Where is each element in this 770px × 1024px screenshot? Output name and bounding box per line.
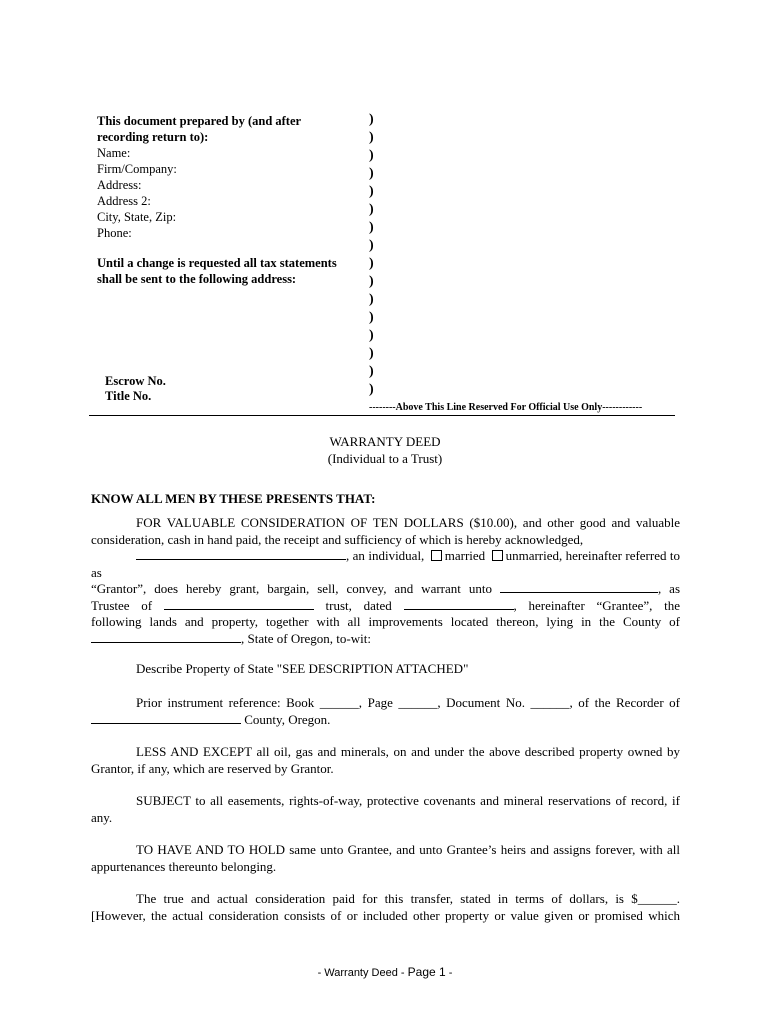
paren: ): [369, 238, 374, 253]
describe-property: Describe Property of State "SEE DESCRIPTION ATTACHED": [136, 661, 469, 676]
trust-name-blank[interactable]: [164, 598, 314, 610]
paren: ): [369, 148, 374, 163]
paren: ): [369, 364, 374, 379]
prepared-by-line-2: recording return to):: [97, 130, 209, 144]
grantee-text: , hereinafter “Grantee”, the: [513, 597, 681, 613]
trustee-of-text: Trustee of: [91, 597, 153, 613]
true-consideration-line: The true and actual consideration paid for this transfer, stated in terms of dollars, is $______.: [136, 891, 680, 906]
footer-dash: -: [448, 967, 453, 979]
paren: ): [369, 328, 374, 343]
official-use-line: --------Above This Line Reserved For Official Use Only------------: [369, 402, 643, 413]
paren: ): [369, 112, 374, 127]
document-subtitle: (Individual to a Trust): [327, 451, 443, 466]
paren: ): [369, 202, 374, 217]
consideration-paragraph: [91, 515, 680, 647]
married-checkbox[interactable]: [431, 550, 442, 561]
tax-statement-line-2: shall be sent to the following address:: [97, 272, 297, 286]
paren: ): [369, 184, 374, 199]
subject-to-paragraph: SUBJECT to all easements, rights-of-way, protective covenants and mineral reservations of record, if any.: [91, 793, 680, 825]
trustee-line: [91, 598, 680, 615]
grantor-line: [91, 548, 680, 581]
prior-county-blank[interactable]: [91, 712, 241, 724]
address-label: Address:: [97, 178, 142, 192]
footer-doc-name: - Warranty Deed -: [317, 967, 405, 979]
paren: ): [369, 220, 374, 235]
city-state-zip-label: City, State, Zip:: [97, 210, 177, 224]
following-lands-line: following lands and property, together with all improvements located thereon, lying in the County of: [91, 614, 680, 629]
title-no-label: Title No.: [105, 389, 152, 403]
state-of-oregon-text: , State of Oregon, to-wit:: [241, 630, 371, 646]
less-and-except-paragraph: LESS AND EXCEPT all oil, gas and minerals, on and under the above described property owned by Grantor, if any, which are reserved by Grantor.: [91, 744, 680, 776]
paren: ): [369, 346, 374, 361]
trust-date-blank[interactable]: [404, 598, 514, 610]
paren: ): [369, 166, 374, 181]
header-divider: [89, 415, 675, 416]
know-all-men-heading: KNOW ALL MEN BY THESE PRESENTS THAT:: [91, 491, 376, 506]
paren: ): [369, 292, 374, 307]
grantor-warrant-line: [91, 581, 680, 598]
paren: ): [369, 130, 374, 145]
individual-text: , an individual,: [346, 548, 425, 563]
as-text: , as: [657, 581, 681, 596]
address2-label: Address 2:: [97, 194, 151, 208]
prior-instrument-paragraph: [91, 695, 680, 728]
paren: ): [369, 382, 374, 397]
county-blank[interactable]: [91, 631, 241, 643]
prior-instrument-line: Prior instrument reference: Book ______, Page ______, Document No. ______, of the Recorder of: [136, 695, 680, 710]
paren: ): [369, 274, 374, 289]
paren: ): [369, 256, 374, 271]
trustee-name-blank[interactable]: [500, 581, 658, 593]
prior-county-line: [91, 712, 680, 729]
firm-label: Firm/Company:: [97, 162, 177, 176]
prepared-by-line-1: This document prepared by (and after: [97, 114, 302, 128]
grantor-text: “Grantor”, does hereby grant, bargain, sell, convey, and warrant unto: [91, 581, 492, 596]
grantor-name-blank[interactable]: [136, 548, 346, 560]
married-label: married: [444, 548, 486, 563]
paren: ): [369, 310, 374, 325]
page-footer: [0, 965, 770, 979]
to-have-and-hold-paragraph: TO HAVE AND TO HOLD same unto Grantee, and unto Grantee’s heirs and assigns forever, with all appurtenances thereunto belonging.: [91, 842, 680, 874]
county-line: [91, 631, 680, 648]
trust-dated-text: trust, dated: [325, 597, 392, 613]
county-oregon-text: County, Oregon.: [244, 711, 331, 727]
tax-statement-line-1: Until a change is requested all tax statements: [97, 256, 337, 270]
consideration-intro: FOR VALUABLE CONSIDERATION OF TEN DOLLARS ($10.00), and other good and valuable consideration, cash in hand paid, the receipt and sufficiency of which is hereby acknowledged,: [91, 515, 680, 547]
escrow-no-label: Escrow No.: [105, 374, 166, 388]
document-title: WARRANTY DEED: [329, 434, 441, 449]
name-label: Name:: [97, 146, 131, 160]
unmarried-label: unmarried, hereinafter referred to as: [91, 548, 681, 580]
unmarried-checkbox[interactable]: [492, 550, 503, 561]
phone-label: Phone:: [97, 226, 132, 240]
footer-page-number: Page 1: [407, 965, 446, 979]
however-line: [However, the actual consideration consists of or included other property or value given or promised which: [91, 908, 680, 923]
